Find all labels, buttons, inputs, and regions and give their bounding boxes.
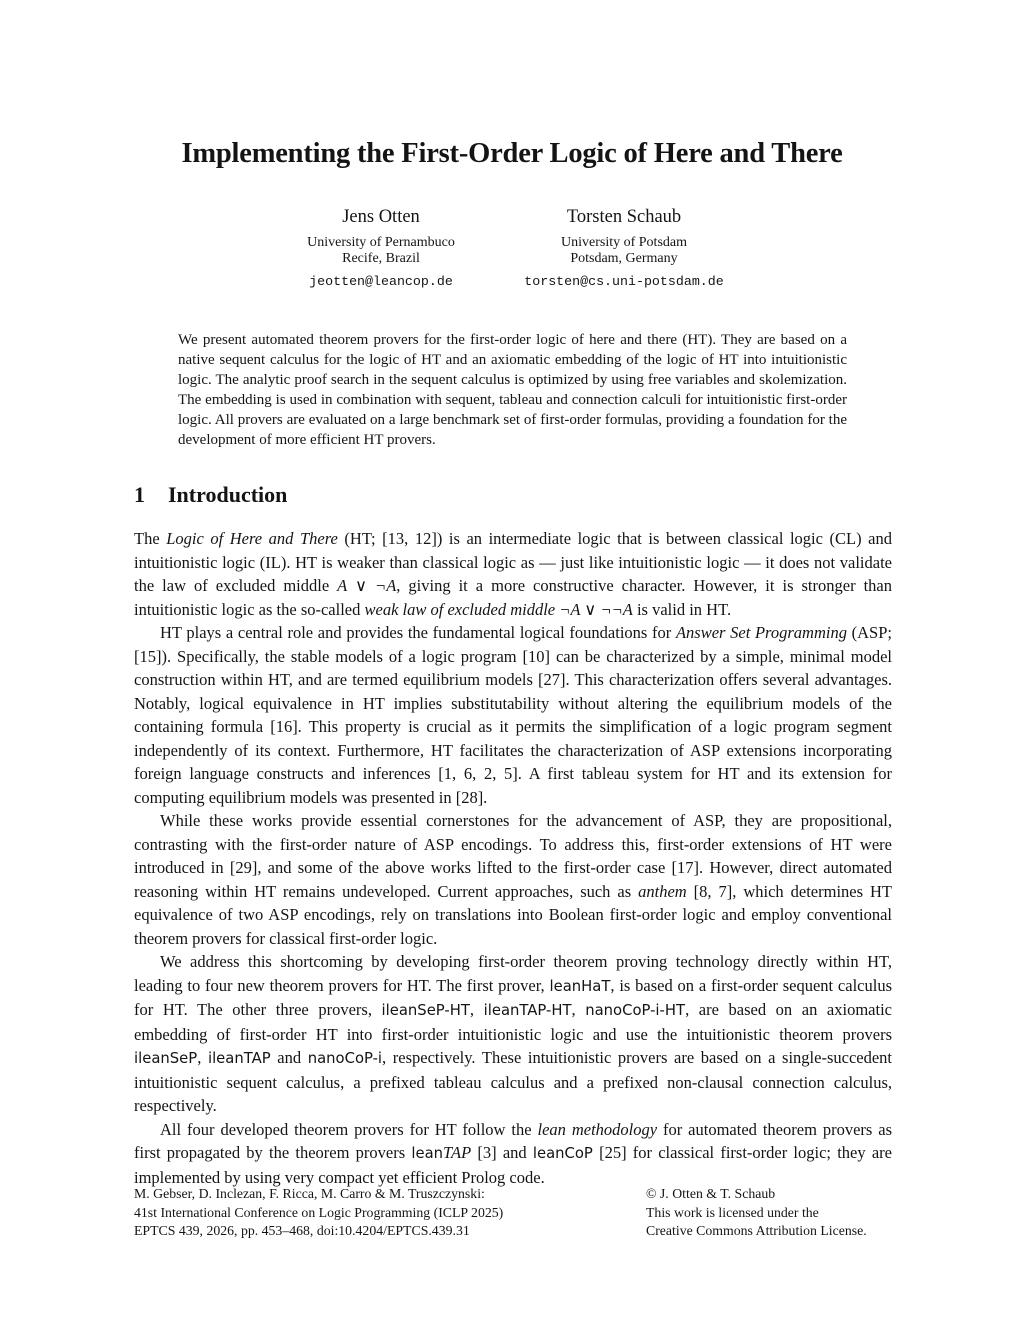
paragraph-4: We address this shortcoming by developing first-order theorem proving technology directly within HT, leading to four new theorem provers for HT. The first prover, leanHaT, is based on a first-order sequent calculus for HT. The other three provers, ileanSeP-HT, ileanTAP-HT, nanoCoP-i-HT, are based on an axiomatic embedding of first-order HT into first-order intuitionistic logic and use the intuitionistic theorem provers ileanSeP, ileanTAP and nanoCoP-i, respectively. These intuitionistic provers are based on a single-succedent intuitionistic sequent calculus, a prefixed tableau calculus and a prefixed non-clausal connection calculus, respectively. [134, 952, 892, 1115]
author-affiliation [494, 235, 754, 267]
footer-line: Creative Commons Attribution License. [646, 1223, 867, 1238]
footer-license [646, 1185, 906, 1241]
affiliation-institution: University of Pernambuco [307, 235, 455, 250]
section-title: Introduction [168, 482, 288, 507]
footer-citation [134, 1185, 604, 1241]
author-affiliation [251, 235, 511, 267]
paper-title: Implementing the First-Order Logic of Here and There [181, 138, 843, 169]
paragraph-5: All four developed theorem provers for HT follow the lean methodology for automated theorem provers as first propagated by the theorem provers leanTAP [3] and leanCoP [25] for classical first-order logic; they are implemented by using very compact yet efficient Prolog code. [134, 1119, 892, 1187]
affiliation-location: Recife, Brazil [342, 251, 420, 266]
author-email: torsten@cs.uni-potsdam.de [524, 274, 724, 289]
author-block-1 [251, 206, 511, 289]
author-block-2 [494, 206, 754, 289]
footer-line: This work is licensed under the [646, 1204, 819, 1220]
author-name: Torsten Schaub [566, 207, 682, 227]
paragraph-3: While these works provide essential cornerstones for the advancement of ASP, they are propositional, contrasting with the first-order nature of ASP encodings. To address this, first-order extensions of HT were introduced in [29], and some of the above works lifted to the first-order case [17]. However, direct automated reasoning within HT remains undeveloped. Current approaches, such as anthem [8, 7], which determines HT equivalence of two ASP encodings, rely on translations into Boolean first-order logic and employ conventional theorem provers for classical first-order logic. [134, 811, 892, 948]
footer-line: M. Gebser, D. Inclezan, F. Ricca, M. Carro & M. Truszczynski: [134, 1186, 485, 1201]
author-email: jeotten@leancop.de [309, 274, 453, 289]
paragraph-2: HT plays a central role and provides the fundamental logical foundations for Answer Set Programming (ASP; [15]). Specifically, the stable models of a logic program [10] can be characterized by a simple, minimal model construction within HT, and are termed equilibrium models [27]. This characterization offers several advantages. Notably, logical equivalence in HT implies substitutability without altering the equilibrium models of the containing formula [16]. This property is crucial as it permits the simplification of a logic program segment independently of its context. Furthermore, HT facilitates the characterization of ASP extensions incorporating foreign language constructs and inferences [1, 6, 2, 5]. A first tableau system for HT and its extension for computing equilibrium models was presented in [28]. [134, 623, 892, 807]
footer-line: © J. Otten & T. Schaub [646, 1186, 776, 1201]
footer-line: 41st International Conference on Logic Programming (ICLP 2025) [134, 1204, 504, 1220]
body-text [134, 527, 892, 1189]
section-number: 1 [134, 482, 145, 507]
author-name: Jens Otten [342, 207, 420, 227]
footer-line: EPTCS 439, 2026, pp. 453–468, doi:10.4204/EPTCS.439.31 [134, 1223, 470, 1238]
paragraph-1: The Logic of Here and There (HT; [13, 12]) is an intermediate logic that is between classical logic (CL) and intuitionistic logic (IL). HT is weaker than classical logic as — just like intuitionistic logic — it does not validate the law of excluded middle A ∨ ¬A, giving it a more constructive character. However, it is stronger than intuitionistic logic as the so-called weak law of excluded middle ¬A ∨ ¬¬A is valid in HT. [134, 529, 892, 619]
abstract: We present automated theorem provers for the first-order logic of here and there (HT). They are based on a native sequent calculus for the logic of HT and an axiomatic embedding of the logic of HT into intuitionistic logic. The analytic proof search in the sequent calculus is optimized by using free variables and skolemization. The embedding is used in combination with sequent, tableau and connection calculi for intuitionistic first-order logic. All provers are evaluated on a large benchmark set of first-order formulas, providing a foundation for the development of more efficient HT provers. [178, 332, 847, 448]
affiliation-institution: University of Potsdam [561, 235, 687, 250]
affiliation-location: Potsdam, Germany [570, 251, 678, 266]
section-heading [134, 482, 287, 508]
